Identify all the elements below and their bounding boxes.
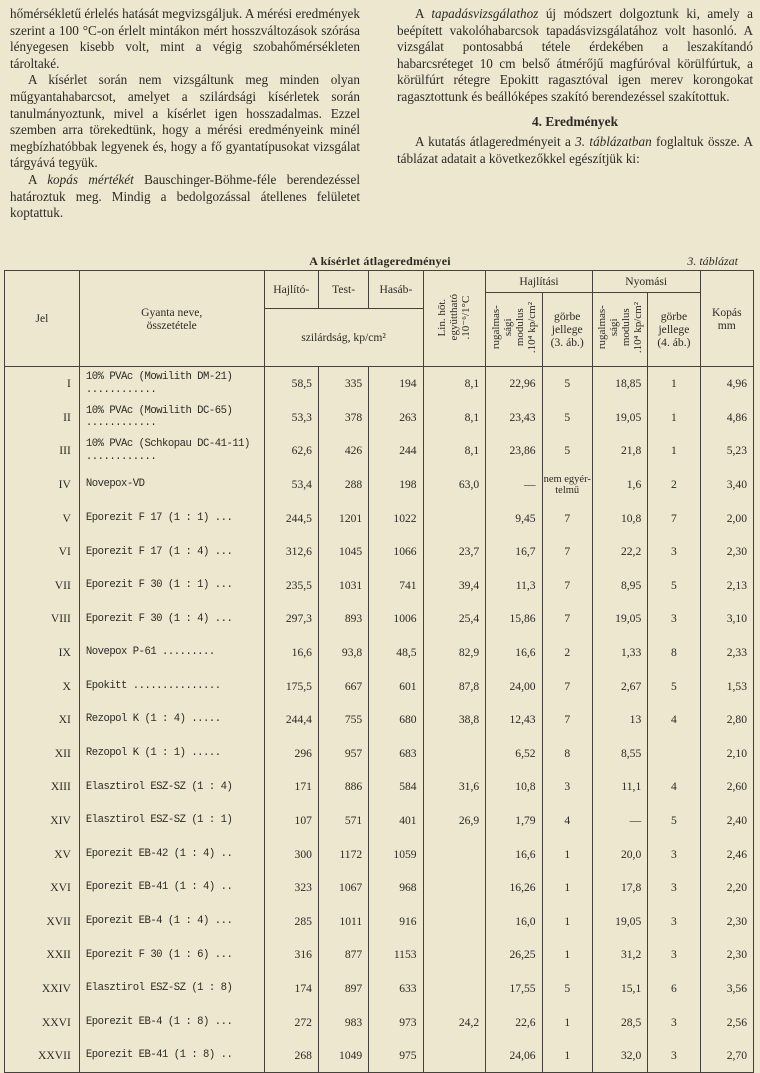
test-cell: 1201 (318, 501, 368, 535)
h-gorbe-cell: 4 (542, 804, 592, 838)
h-mod-cell: 9,45 (486, 501, 542, 535)
ny-mod-cell: 19,05 (592, 602, 647, 636)
h-gorbe-cell: 5 (542, 972, 592, 1006)
ny-mod-cell: 13 (592, 703, 647, 737)
name-cell: 10% PVAc (Mowilith DC-65) ............ (79, 401, 264, 435)
jel-cell: XIV (5, 804, 80, 838)
hajlito-cell: 16,6 (264, 636, 318, 670)
h-gorbe-cell: 1 (542, 1005, 592, 1039)
table-row (5, 401, 754, 435)
ny-gorbe-cell: 4 (648, 770, 700, 804)
lin-cell: 8,1 (423, 367, 486, 401)
test-cell: 897 (318, 972, 368, 1006)
hasab-cell: 401 (369, 804, 423, 838)
name-cell: Rezopol K (1 : 1) ..... (79, 737, 264, 771)
rp2-emphasis: 3. táblázatban (575, 134, 652, 150)
ny-mod-cell: 22,2 (592, 535, 647, 569)
name-cell: Eporezit F 30 (1 : 1) ... (79, 569, 264, 603)
table-row (5, 703, 754, 737)
lin-cell: 63,0 (423, 468, 486, 502)
test-cell: 886 (318, 770, 368, 804)
ny-gorbe-cell: 8 (648, 636, 700, 670)
test-cell: 1049 (318, 1039, 368, 1073)
hajlito-cell: 53,3 (264, 401, 318, 435)
header-test: Test- (318, 271, 368, 309)
h-gorbe-cell: 7 (542, 669, 592, 703)
ny-gorbe-cell: 2 (648, 468, 700, 502)
test-cell: 755 (318, 703, 368, 737)
name-cell: Novepox P-61 ......... (79, 636, 264, 670)
table-row (5, 1039, 754, 1073)
test-cell: 571 (318, 804, 368, 838)
hasab-cell: 968 (369, 871, 423, 905)
table-row (5, 871, 754, 905)
header-nyomasi: Nyomási (592, 271, 700, 293)
p3-pre: A (28, 171, 48, 187)
name-cell: Eporezit EB-41 (1 : 8) .. (79, 1039, 264, 1073)
kopas-cell: 2,30 (700, 938, 753, 972)
h-mod-cell: 15,86 (486, 602, 542, 636)
h-mod-cell: 11,3 (486, 569, 542, 603)
test-cell: 1011 (318, 905, 368, 939)
table-row (5, 669, 754, 703)
jel-cell: XII (5, 737, 80, 771)
kopas-cell: 2,46 (700, 837, 753, 871)
kopas-cell: 2,20 (700, 871, 753, 905)
jel-cell: VIII (5, 602, 80, 636)
table-row (5, 434, 754, 468)
jel-cell: IV (5, 468, 80, 502)
kopas-cell: 1,53 (700, 669, 753, 703)
header-h-rug (486, 293, 542, 367)
hasab-cell: 741 (369, 569, 423, 603)
h-mod-cell: 23,86 (486, 434, 542, 468)
kopas-cell: 2,13 (700, 569, 753, 603)
hajlito-cell: 244,5 (264, 501, 318, 535)
test-cell: 93,8 (318, 636, 368, 670)
header-lin-text: Lin. hőt. együttható .10⁻⁶/1°C (436, 293, 473, 341)
name-cell: Eporezit EB-41 (1 : 4) .. (79, 871, 264, 905)
table-number: 3. táblázat (687, 254, 738, 268)
test-cell: 1045 (318, 535, 368, 569)
table-row (5, 468, 754, 502)
hasab-cell: 48,5 (369, 636, 423, 670)
lin-cell: 25,4 (423, 602, 486, 636)
left-paragraph-3 (10, 172, 360, 222)
rp1-post: új módszert dolgoztunk ki, amely a beépített vakolóhabarcsok tapadásvizsgálatához volt hasonló. A vizsgálat pontosabbá tétele érdekében a leszakítandó habarcsréteget 10 cm belső átmérőjű magfúróval körülfúrtuk, a körülfúrt rétegre Epokitt ragasztóval igen merev korongokat ragasztottunk és beállóképes szakító berendezéssel szakítottuk. (397, 6, 753, 104)
h-mod-cell: — (486, 468, 542, 502)
h-gorbe-cell: 1 (542, 905, 592, 939)
header-ny-rug (592, 293, 647, 367)
ny-mod-cell: 18,85 (592, 367, 647, 401)
hasab-cell: 975 (369, 1039, 423, 1073)
test-cell: 957 (318, 737, 368, 771)
left-text-column (10, 6, 360, 222)
ny-mod-cell: 17,8 (592, 871, 647, 905)
right-paragraph-2 (397, 134, 753, 167)
hajlito-cell: 300 (264, 837, 318, 871)
kopas-cell: 2,70 (700, 1039, 753, 1073)
ny-mod-cell: 15,1 (592, 972, 647, 1006)
ny-mod-cell: — (592, 804, 647, 838)
hajlito-cell: 272 (264, 1005, 318, 1039)
name-cell: Elasztirol ESZ-SZ (1 : 1) (79, 804, 264, 838)
table-row (5, 569, 754, 603)
test-cell: 288 (318, 468, 368, 502)
lin-cell: 82,9 (423, 636, 486, 670)
test-cell: 667 (318, 669, 368, 703)
name-cell: 10% PVAc (Mowilith DM-21) ............ (79, 367, 264, 401)
h-gorbe-cell: 2 (542, 636, 592, 670)
h-mod-cell: 12,43 (486, 703, 542, 737)
header-lin (423, 271, 486, 367)
hajlito-cell: 235,5 (264, 569, 318, 603)
right-text-column (397, 6, 753, 167)
rp1-emphasis: tapadásvizsgálathoz (431, 6, 539, 21)
kopas-cell: 2,30 (700, 535, 753, 569)
h-gorbe-cell: nem egyér-telmű (542, 468, 592, 502)
lin-cell (423, 501, 486, 535)
lin-cell: 31,6 (423, 770, 486, 804)
h-mod-cell: 26,25 (486, 938, 542, 972)
test-cell: 877 (318, 938, 368, 972)
hasab-cell: 194 (369, 367, 423, 401)
hasab-cell: 973 (369, 1005, 423, 1039)
table-row (5, 367, 754, 401)
h-mod-cell: 23,43 (486, 401, 542, 435)
kopas-cell: 2,10 (700, 737, 753, 771)
ny-gorbe-cell: 1 (648, 434, 700, 468)
ny-gorbe-cell: 3 (648, 1039, 700, 1073)
h-mod-cell: 22,6 (486, 1005, 542, 1039)
h-mod-cell: 24,00 (486, 669, 542, 703)
test-cell: 335 (318, 367, 368, 401)
lin-cell: 23,7 (423, 535, 486, 569)
ny-mod-cell: 31,2 (592, 938, 647, 972)
jel-cell: XXVI (5, 1005, 80, 1039)
ny-gorbe-cell: 3 (648, 535, 700, 569)
jel-cell: XXII (5, 938, 80, 972)
hasab-cell: 683 (369, 737, 423, 771)
header-hasab: Hasáb- (369, 271, 423, 309)
header-jel: Jel (5, 271, 80, 367)
left-paragraph-2: A kísérlet során nem vizsgáltunk meg minden olyan műgyantahabarcsot, amelyet a szilárdsági kísérletek során tanulmányoztunk, mivel a kísérlet igen hosszadalmas. Ezzel szemben arra törekedtünk, hogy a mérési eredményeink minél megbízhatóbbak legyenek és, hogy a fő gyantatípusokat vizsgálat tárgyává tegyük. (10, 72, 360, 171)
lin-cell: 8,1 (423, 401, 486, 435)
ny-gorbe-cell: 5 (648, 569, 700, 603)
h-gorbe-cell: 8 (542, 737, 592, 771)
hasab-cell: 244 (369, 434, 423, 468)
table-caption (0, 254, 760, 268)
jel-cell: X (5, 669, 80, 703)
h-gorbe-cell: 5 (542, 367, 592, 401)
table-row (5, 535, 754, 569)
name-cell: Eporezit EB-42 (1 : 4) .. (79, 837, 264, 871)
table-row (5, 602, 754, 636)
name-cell: Rezopol K (1 : 4) ..... (79, 703, 264, 737)
hasab-cell: 263 (369, 401, 423, 435)
jel-cell: XV (5, 837, 80, 871)
hasab-cell: 584 (369, 770, 423, 804)
name-cell: Eporezit EB-4 (1 : 8) ... (79, 1005, 264, 1039)
lin-cell: 24,2 (423, 1005, 486, 1039)
test-cell: 893 (318, 602, 368, 636)
ny-gorbe-cell: 3 (648, 602, 700, 636)
hasab-cell: 1059 (369, 837, 423, 871)
kopas-cell: 2,33 (700, 636, 753, 670)
h-gorbe-cell: 7 (542, 535, 592, 569)
hasab-cell: 601 (369, 669, 423, 703)
h-mod-cell: 17,55 (486, 972, 542, 1006)
hasab-cell: 916 (369, 905, 423, 939)
test-cell: 378 (318, 401, 368, 435)
lin-cell (423, 1039, 486, 1073)
table-row (5, 1005, 754, 1039)
ny-mod-cell: 10,8 (592, 501, 647, 535)
table-row (5, 636, 754, 670)
header-name: Gyanta neve, összetétele (79, 271, 264, 367)
ny-mod-cell: 11,1 (592, 770, 647, 804)
h-mod-cell: 16,7 (486, 535, 542, 569)
h-gorbe-cell: 1 (542, 871, 592, 905)
test-cell: 426 (318, 434, 368, 468)
jel-cell: XVI (5, 871, 80, 905)
h-mod-cell: 24,06 (486, 1039, 542, 1073)
header-h-gorbe: görbe jellege (3. áb.) (542, 293, 592, 367)
kopas-cell: 4,86 (700, 401, 753, 435)
lin-cell: 39,4 (423, 569, 486, 603)
p3-post: Bauschinger-Böhme-féle berendezéssel határoztuk meg. Mindig a bedolgozással átellenes felületet koptattuk. (10, 171, 361, 221)
header-szilardsag: szilárdság, kp/cm² (264, 309, 423, 367)
jel-cell: XI (5, 703, 80, 737)
jel-cell: I (5, 367, 80, 401)
h-mod-cell: 6,52 (486, 737, 542, 771)
ny-gorbe-cell: 5 (648, 804, 700, 838)
ny-gorbe-cell: 5 (648, 669, 700, 703)
name-cell: Elasztirol ESZ-SZ (1 : 8) (79, 972, 264, 1006)
h-gorbe-cell: 1 (542, 1039, 592, 1073)
table-row (5, 770, 754, 804)
kopas-cell: 2,30 (700, 905, 753, 939)
h-mod-cell: 10,8 (486, 770, 542, 804)
hasab-cell: 1006 (369, 602, 423, 636)
table-row (5, 905, 754, 939)
h-gorbe-cell: 1 (542, 837, 592, 871)
hajlito-cell: 53,4 (264, 468, 318, 502)
left-paragraph-1: hőmérsékletű érlelés hatását megvizsgáljuk. A mérési eredmények szerint a 100 °C-on érlelt mintákon mért hosszváltozások szórása lényegesen kisebb volt, mint a végig szobahőmérsékleten tároltaké. (10, 6, 360, 71)
section-heading: 4. Eredmények (531, 113, 619, 129)
h-gorbe-cell: 7 (542, 602, 592, 636)
kopas-cell: 4,96 (700, 367, 753, 401)
jel-cell: XXVII (5, 1039, 80, 1073)
name-cell: Elasztirol ESZ-SZ (1 : 4) (79, 770, 264, 804)
lin-cell (423, 972, 486, 1006)
h-gorbe-cell: 5 (542, 434, 592, 468)
right-paragraph-1 (397, 6, 753, 106)
ny-mod-cell: 21,8 (592, 434, 647, 468)
kopas-cell: 5,23 (700, 434, 753, 468)
name-cell: Epokitt ............... (79, 669, 264, 703)
kopas-cell: 2,40 (700, 804, 753, 838)
ny-gorbe-cell: 4 (648, 703, 700, 737)
ny-gorbe-cell: 3 (648, 1005, 700, 1039)
ny-mod-cell: 19,05 (592, 905, 647, 939)
ny-mod-cell: 28,5 (592, 1005, 647, 1039)
ny-gorbe-cell: 7 (648, 501, 700, 535)
jel-cell: VI (5, 535, 80, 569)
hasab-cell: 633 (369, 972, 423, 1006)
table-body (5, 367, 754, 1073)
kopas-cell: 2,56 (700, 1005, 753, 1039)
kopas-cell: 3,10 (700, 602, 753, 636)
lin-cell: 26,9 (423, 804, 486, 838)
h-mod-cell: 16,6 (486, 837, 542, 871)
name-cell: Eporezit EB-4 (1 : 4) ... (79, 905, 264, 939)
h-gorbe-cell: 3 (542, 770, 592, 804)
hajlito-cell: 285 (264, 905, 318, 939)
table-title: A kísérlet átlageredményei (309, 254, 451, 268)
h-mod-cell: 16,26 (486, 871, 542, 905)
header-hajlito: Hajlító- (264, 271, 318, 309)
test-cell: 1067 (318, 871, 368, 905)
hasab-cell: 1153 (369, 938, 423, 972)
hajlito-cell: 316 (264, 938, 318, 972)
ny-mod-cell: 19,05 (592, 401, 647, 435)
hasab-cell: 1022 (369, 501, 423, 535)
header-kopas: Kopás mm (700, 271, 753, 367)
lin-cell (423, 871, 486, 905)
test-cell: 983 (318, 1005, 368, 1039)
header-ny-rug-text: rugalmas- sági modulus .10⁴ kp/cm² (596, 302, 645, 354)
hajlito-cell: 107 (264, 804, 318, 838)
h-mod-cell: 16,6 (486, 636, 542, 670)
h-gorbe-cell: 7 (542, 501, 592, 535)
ny-gorbe-cell: 3 (648, 905, 700, 939)
rp2-post: foglaltuk össze. A táblázat adatait a következőkkel egészítjük ki: (397, 134, 753, 166)
hajlito-cell: 58,5 (264, 367, 318, 401)
jel-cell: XIII (5, 770, 80, 804)
ny-mod-cell: 32,0 (592, 1039, 647, 1073)
ny-mod-cell: 20,0 (592, 837, 647, 871)
h-gorbe-cell: 7 (542, 569, 592, 603)
jel-cell: II (5, 401, 80, 435)
name-cell: Eporezit F 30 (1 : 6) ... (79, 938, 264, 972)
lin-cell: 87,8 (423, 669, 486, 703)
h-gorbe-cell: 1 (542, 938, 592, 972)
hasab-cell: 1066 (369, 535, 423, 569)
hajlito-cell: 174 (264, 972, 318, 1006)
ny-gorbe-cell: 3 (648, 871, 700, 905)
ny-gorbe-cell: 6 (648, 972, 700, 1006)
table-row (5, 804, 754, 838)
rp1-pre: A (415, 6, 432, 21)
header-hajlitasi: Hajlítási (486, 271, 593, 293)
lin-cell (423, 938, 486, 972)
kopas-cell: 2,80 (700, 703, 753, 737)
ny-gorbe-cell: 1 (648, 401, 700, 435)
header-h-rug-text: rugalmas- sági modulus .10⁴ kp/cm² (489, 302, 538, 354)
name-cell: Eporezit F 17 (1 : 1) ... (79, 501, 264, 535)
name-cell: Eporezit F 17 (1 : 4) ... (79, 535, 264, 569)
h-mod-cell: 16,0 (486, 905, 542, 939)
ny-gorbe-cell (648, 737, 700, 771)
rp2-pre: A kutatás átlageredményeit a (415, 134, 576, 150)
hajlito-cell: 323 (264, 871, 318, 905)
table-row (5, 837, 754, 871)
h-gorbe-cell: 7 (542, 703, 592, 737)
jel-cell: XXIV (5, 972, 80, 1006)
table-row (5, 501, 754, 535)
jel-cell: IX (5, 636, 80, 670)
name-cell: Novepox-VD (79, 468, 264, 502)
lin-cell (423, 737, 486, 771)
results-table (4, 270, 754, 1073)
p3-emphasis: kopás mértékét (47, 171, 134, 187)
jel-cell: VII (5, 569, 80, 603)
jel-cell: V (5, 501, 80, 535)
hajlito-cell: 296 (264, 737, 318, 771)
ny-mod-cell: 8,95 (592, 569, 647, 603)
test-cell: 1031 (318, 569, 368, 603)
h-mod-cell: 22,96 (486, 367, 542, 401)
h-gorbe-cell: 5 (542, 401, 592, 435)
hajlito-cell: 297,3 (264, 602, 318, 636)
ny-mod-cell: 1,33 (592, 636, 647, 670)
lin-cell (423, 905, 486, 939)
lin-cell: 38,8 (423, 703, 486, 737)
hajlito-cell: 244,4 (264, 703, 318, 737)
hajlito-cell: 175,5 (264, 669, 318, 703)
hajlito-cell: 62,6 (264, 434, 318, 468)
ny-mod-cell: 2,67 (592, 669, 647, 703)
name-cell: 10% PVAc (Schkopau DC-41-11) ............ (79, 434, 264, 468)
table-row (5, 938, 754, 972)
kopas-cell: 2,60 (700, 770, 753, 804)
jel-cell: III (5, 434, 80, 468)
hasab-cell: 680 (369, 703, 423, 737)
table-row (5, 972, 754, 1006)
header-ny-gorbe: görbe jellege (4. áb.) (648, 293, 700, 367)
ny-mod-cell: 8,55 (592, 737, 647, 771)
kopas-cell: 2,00 (700, 501, 753, 535)
ny-gorbe-cell: 3 (648, 938, 700, 972)
lin-cell (423, 837, 486, 871)
test-cell: 1172 (318, 837, 368, 871)
jel-cell: XVII (5, 905, 80, 939)
lin-cell: 8,1 (423, 434, 486, 468)
table-row (5, 737, 754, 771)
name-cell: Eporezit F 30 (1 : 4) ... (79, 602, 264, 636)
ny-gorbe-cell: 1 (648, 367, 700, 401)
ny-mod-cell: 1,6 (592, 468, 647, 502)
kopas-cell: 3,40 (700, 468, 753, 502)
hajlito-cell: 171 (264, 770, 318, 804)
hajlito-cell: 312,6 (264, 535, 318, 569)
ny-gorbe-cell: 3 (648, 837, 700, 871)
h-mod-cell: 1,79 (486, 804, 542, 838)
kopas-cell: 3,56 (700, 972, 753, 1006)
hajlito-cell: 268 (264, 1039, 318, 1073)
hasab-cell: 198 (369, 468, 423, 502)
